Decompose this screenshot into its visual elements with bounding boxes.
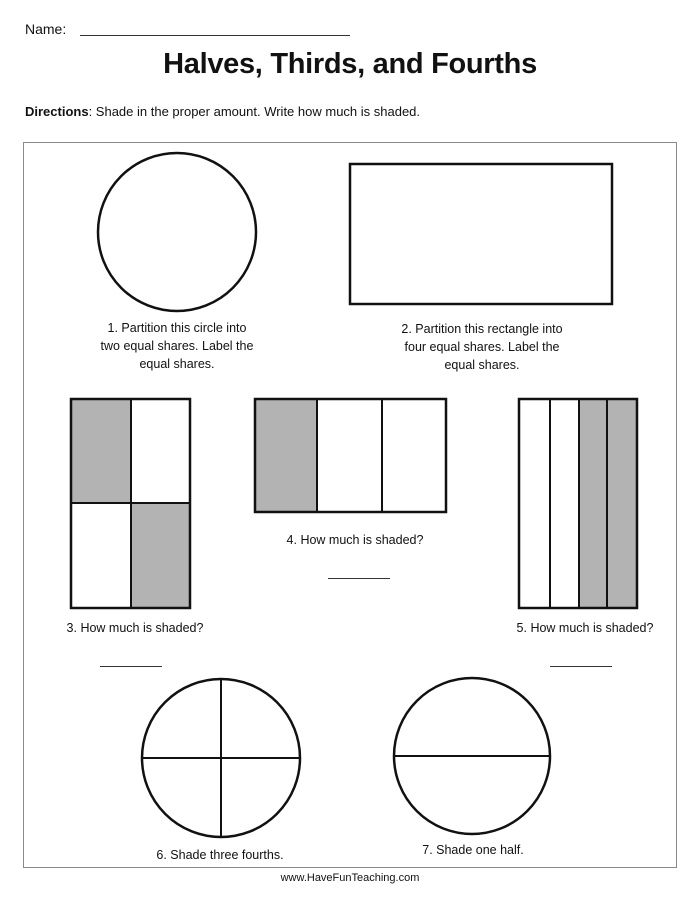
worksheet-title: Halves, Thirds, and Fourths: [163, 48, 537, 80]
p3-question: 3. How much is shaded?: [66, 621, 204, 635]
p4-answer-blank[interactable]: [328, 578, 390, 579]
p2-caption: [364, 320, 600, 374]
p6-instruction: 6. Shade three fourths.: [156, 848, 284, 862]
p2-caption-line-1: 2. Partition this rectangle into: [401, 322, 563, 336]
directions-text: : Shade in the proper amount. Write how much is shaded.: [88, 104, 421, 119]
p5-strip-2: [550, 399, 579, 608]
p5-answer-blank[interactable]: [550, 666, 612, 667]
p5-strip-1: [519, 399, 550, 608]
footer-website: www.HaveFunTeaching.com: [280, 872, 420, 884]
p4-bar-2: [317, 399, 382, 512]
p1-caption-line-3: equal shares.: [139, 357, 215, 371]
name-label: Name:: [25, 21, 67, 37]
p1-caption: [60, 319, 294, 373]
p3-cell-1: [71, 399, 131, 503]
p1-caption-line-2: two equal shares. Label the: [100, 339, 254, 353]
p4-bar-1: [255, 399, 317, 512]
p6-circle-fourths[interactable]: [142, 679, 300, 837]
p4-question: 4. How much is shaded?: [286, 533, 424, 547]
directions-label: Directions: [25, 104, 89, 119]
p7-circle-halves[interactable]: [394, 678, 550, 834]
p3-answer-blank[interactable]: [100, 666, 162, 667]
p5-strip-3: [579, 399, 607, 608]
p3-cell-4: [131, 503, 190, 608]
p3-grid: [71, 399, 190, 608]
p3-cell-3: [71, 503, 131, 608]
p2-caption-line-2: four equal shares. Label the: [404, 340, 560, 354]
p3-cell-2: [131, 399, 190, 503]
p4-bar-3: [382, 399, 446, 512]
p2-caption-line-3: equal shares.: [444, 358, 520, 372]
p5-question: 5. How much is shaded?: [516, 621, 654, 635]
p1-circle[interactable]: [98, 153, 256, 311]
p2-rectangle[interactable]: [350, 164, 612, 304]
p5-strips: [519, 399, 637, 608]
p1-caption-line-1: 1. Partition this circle into: [107, 321, 247, 335]
p7-instruction: 7. Shade one half.: [422, 843, 524, 857]
p5-strip-4: [607, 399, 637, 608]
p4-bars: [255, 399, 446, 512]
